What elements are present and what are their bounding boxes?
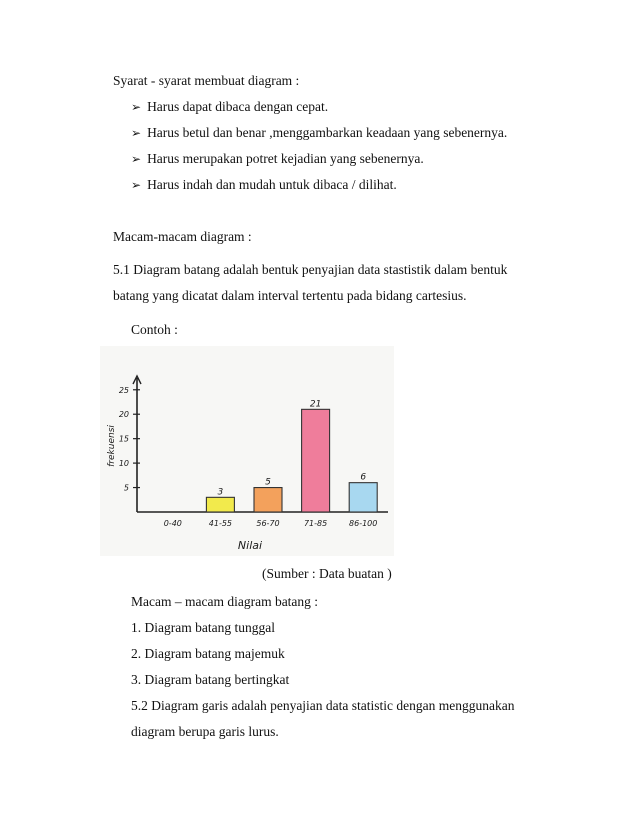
macam-batang-item: 1. Diagram batang tunggal (131, 620, 275, 635)
syarat-item: ➢ Harus dapat dibaca dengan cepat. (131, 99, 329, 114)
y-tick-label: 20 (118, 410, 129, 420)
macam-heading: Macam-macam diagram : (113, 229, 252, 244)
x-tick-label: 56-70 (256, 519, 280, 528)
figure-source: (Sumber : Data buatan ) (262, 566, 392, 581)
x-tick-label: 86-100 (349, 519, 378, 528)
bar (254, 488, 282, 512)
bar (302, 409, 330, 512)
syarat-heading: Syarat - syarat membuat diagram : (113, 73, 300, 88)
y-axis-label: frekuensi (107, 425, 117, 467)
bar-chart-figure (100, 346, 394, 556)
macam-batang-item: 2. Diagram batang majemuk (131, 646, 285, 661)
x-tick-label: 71-85 (303, 519, 328, 528)
data-label: 21 (309, 399, 322, 410)
data-label: 3 (217, 487, 224, 498)
x-tick-label: 41-55 (208, 519, 233, 528)
bar (206, 497, 234, 512)
arrow-bullet-icon: ➢ (131, 178, 142, 192)
macam-batang-heading: Macam – macam diagram batang : (131, 594, 319, 609)
syarat-item: ➢ Harus merupakan potret kejadian yang sebenernya. (131, 151, 424, 166)
syarat-item: ➢ Harus betul dan benar ,menggambarkan keadaan yang sebenernya. (131, 125, 508, 140)
data-label: 5 (265, 477, 271, 488)
syarat-item: ➢ Harus indah dan mudah untuk dibaca / dilihat. (131, 177, 397, 192)
y-tick-label: 5 (123, 483, 129, 493)
y-tick-label: 15 (118, 434, 129, 444)
contoh-label: Contoh : (131, 322, 178, 337)
macam-batang-item: 3. Diagram batang bertingkat (131, 672, 290, 687)
y-tick-label: 10 (118, 459, 129, 469)
x-tick-label: 0-40 (163, 519, 182, 528)
batang-paragraph-line2: batang yang dicatat dalam interval tertentu pada bidang cartesius. (113, 288, 467, 303)
data-label: 6 (360, 472, 367, 483)
arrow-bullet-icon: ➢ (131, 100, 142, 114)
y-tick-label: 25 (118, 385, 129, 395)
garis-paragraph-line1: 5.2 Diagram garis adalah penyajian data statistic dengan menggunakan (131, 698, 515, 713)
bar-chart (100, 346, 394, 556)
bar (349, 483, 377, 512)
batang-paragraph-line1: 5.1 Diagram batang adalah bentuk penyajian data stastistik dalam bentuk (113, 262, 508, 277)
x-axis-label: Nilai (237, 539, 263, 552)
arrow-bullet-icon: ➢ (131, 126, 142, 140)
garis-paragraph-line2: diagram berupa garis lurus. (131, 724, 279, 739)
arrow-bullet-icon: ➢ (131, 152, 142, 166)
